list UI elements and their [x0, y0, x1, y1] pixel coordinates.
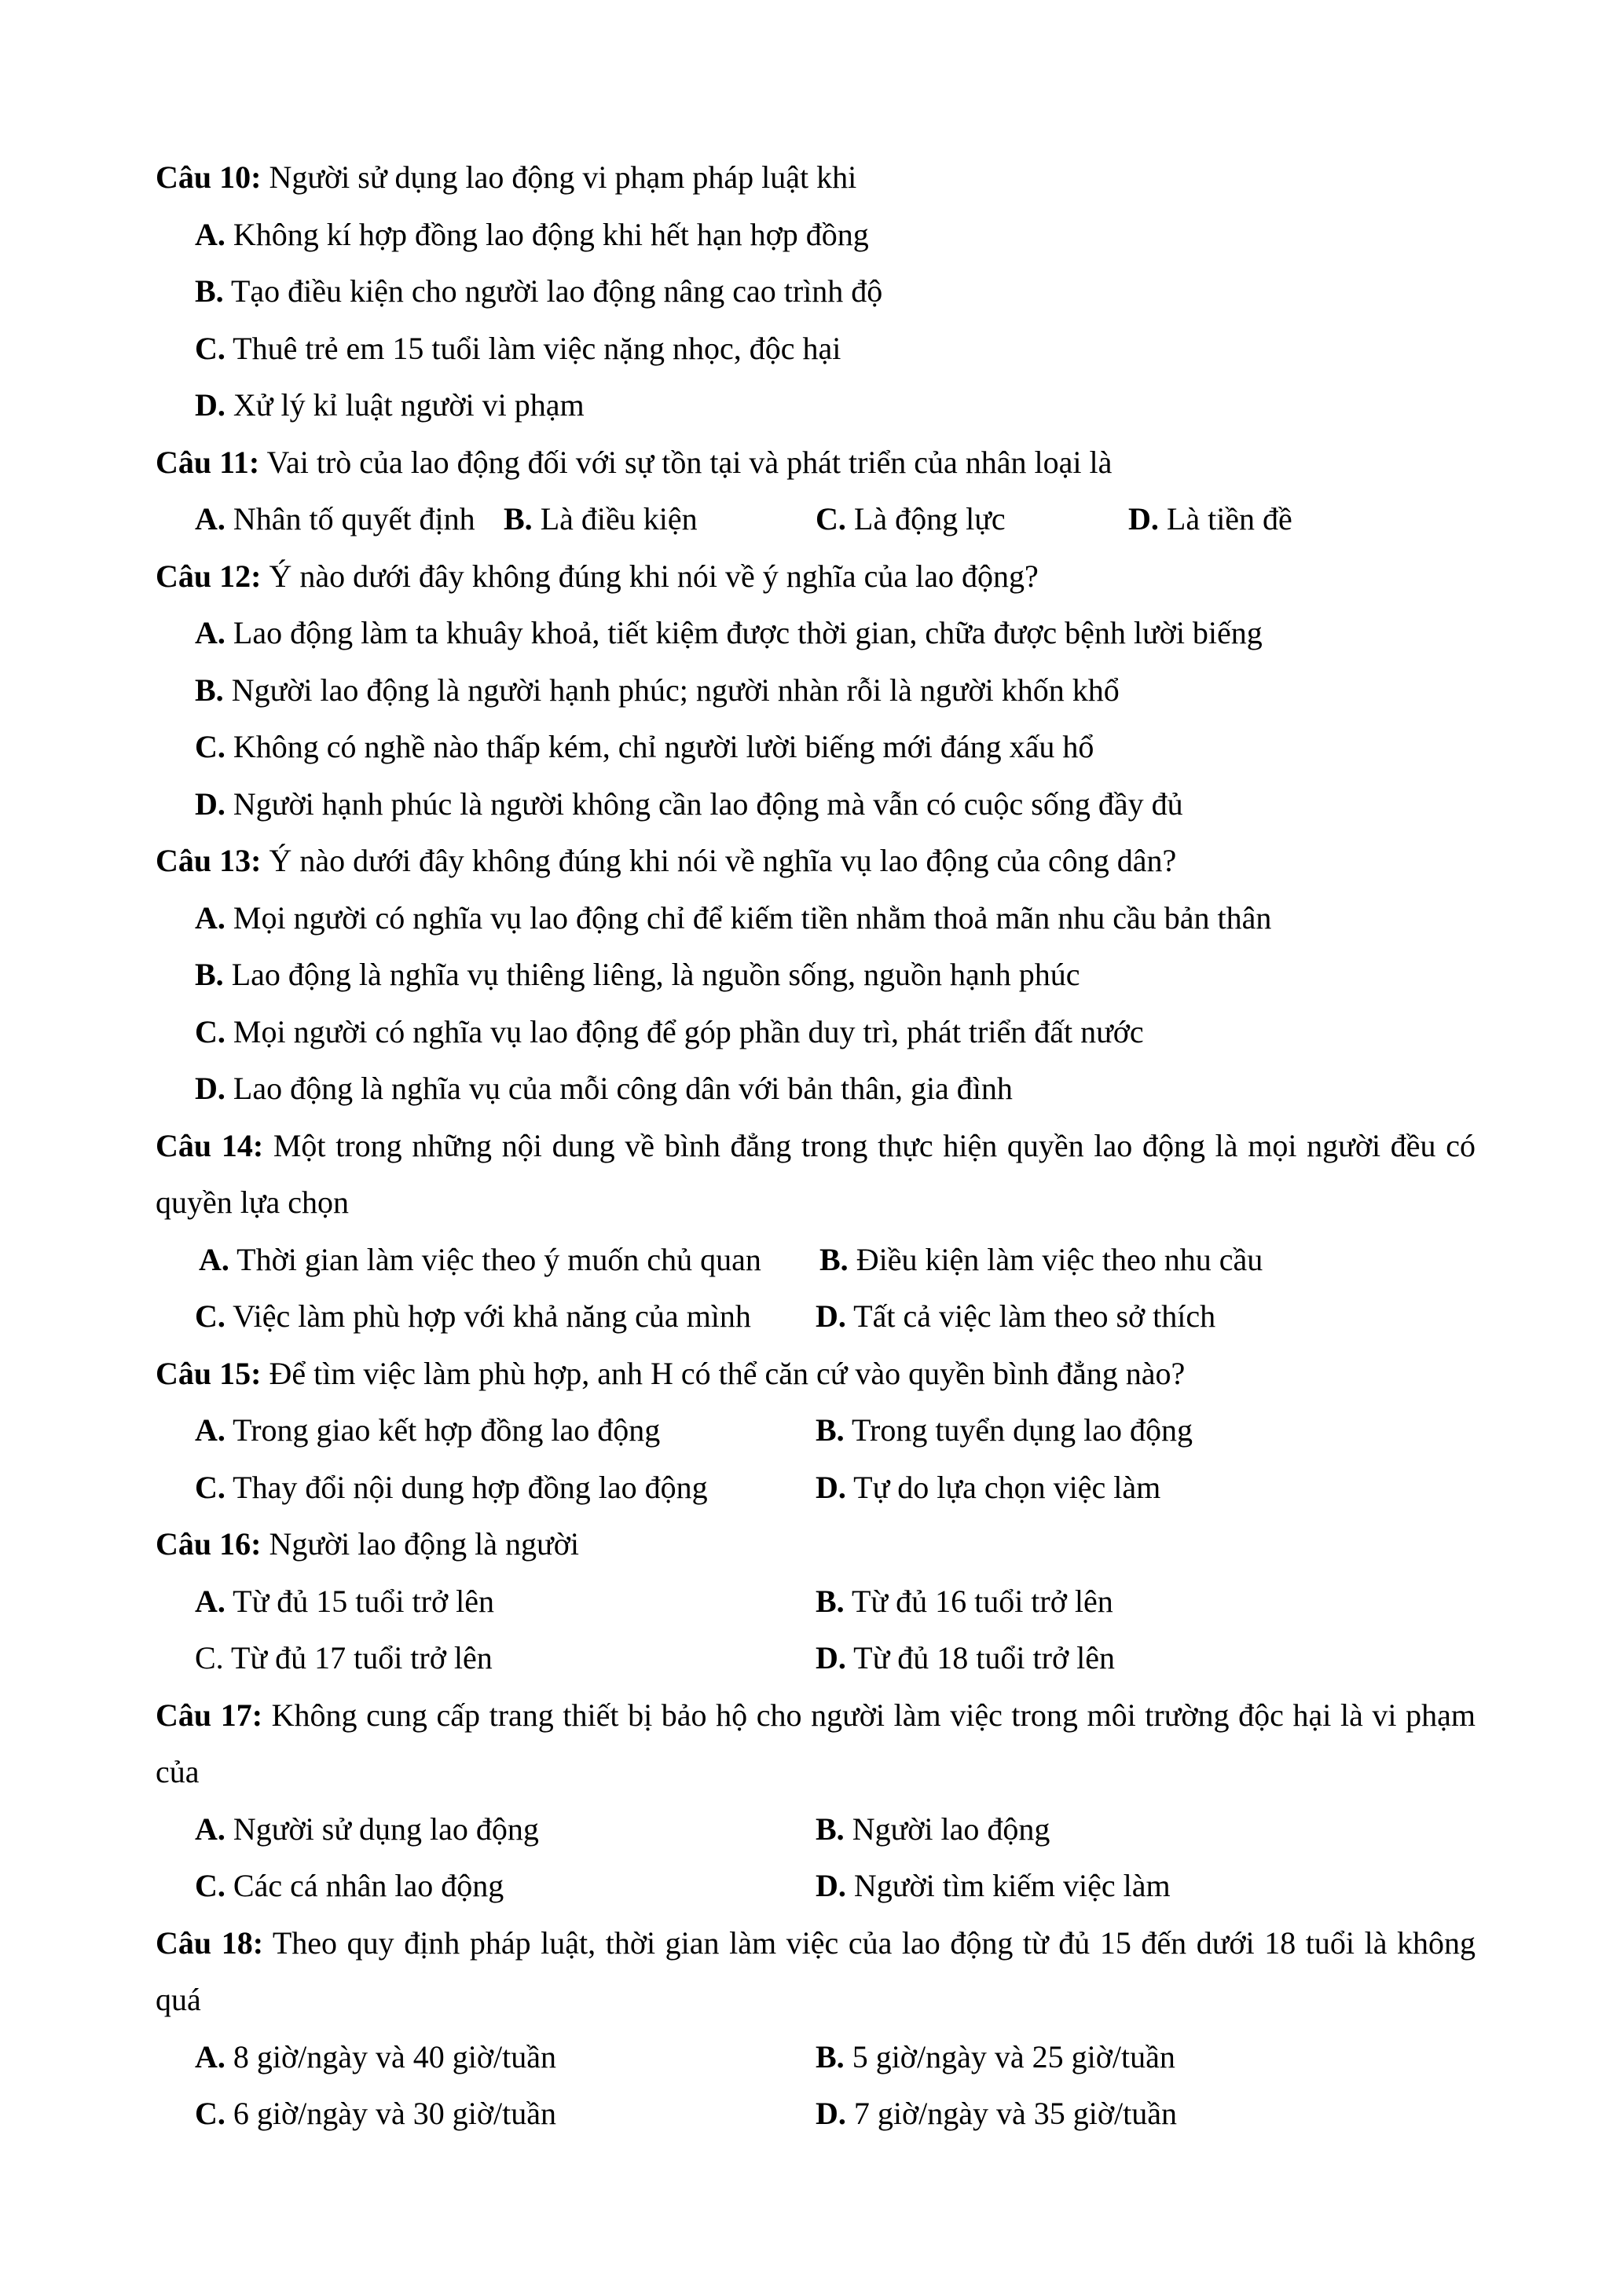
option-text: Lao động là nghĩa vụ thiêng liêng, là nguồn sống, nguồn hạnh phúc	[223, 957, 1080, 992]
option-text: Từ đủ 15 tuổi trở lên	[225, 1583, 494, 1619]
option-a	[195, 2029, 816, 2086]
option-text: 8 giờ/ngày và 40 giờ/tuần	[225, 2038, 557, 2074]
option-text: Là động lực	[845, 501, 1006, 536]
question-text: Để tìm việc làm phù hợp, anh H có thể căn cứ vào quyền bình đẳng nào?	[261, 1355, 1186, 1391]
question-15	[156, 1346, 1476, 1517]
option-text: Là tiền đề	[1158, 501, 1292, 536]
question-text: Ý nào dưới đây không đúng khi nói về nghĩa vụ lao động của công dân?	[261, 843, 1177, 878]
option-c	[195, 1459, 816, 1517]
option-text: Lao động là nghĩa vụ của mỗi công dân với bản thân, gia đình	[225, 1071, 1013, 1106]
answer-options	[156, 207, 1476, 434]
option-label: A.	[195, 899, 225, 936]
option-label: A.	[195, 216, 225, 252]
answer-options	[156, 1402, 1476, 1516]
option-label: B.	[504, 501, 533, 536]
question-label: Câu 17:	[156, 1697, 263, 1733]
option-label: A.	[195, 1583, 225, 1619]
question-stem	[156, 1516, 1476, 1573]
question-label: Câu 13:	[156, 843, 262, 878]
question-stem	[156, 434, 1476, 492]
question-list	[156, 149, 1476, 2143]
option-label: B.	[195, 957, 224, 992]
option-c	[195, 1630, 816, 1687]
option-text: Người hạnh phúc là người không cần lao động mà vẫn có cuộc sống đầy đủ	[225, 785, 1183, 822]
question-stem	[156, 548, 1476, 606]
question-text: Một trong những nội dung về bình đẳng trong thực hiện quyền lao động là mọi người đều có quyền lựa chọn	[156, 1127, 1476, 1220]
options-row	[156, 1858, 1476, 1915]
question-stem	[156, 1346, 1476, 1403]
option-label: B.	[816, 1811, 845, 1847]
option-a	[195, 605, 1263, 662]
option-a	[195, 1573, 816, 1631]
option-label: D.	[195, 785, 225, 822]
option-text: 7 giờ/ngày và 35 giờ/tuần	[845, 2096, 1178, 2131]
option-label: C.	[195, 330, 225, 366]
option-label: A.	[195, 1811, 225, 1847]
question-stem	[156, 1915, 1476, 2029]
option-text: Người sử dụng lao động	[225, 1811, 539, 1847]
option-b	[816, 2029, 1175, 2086]
option-label: D.	[195, 1071, 225, 1106]
options-row	[156, 377, 1476, 434]
option-label: B.	[195, 273, 224, 309]
options-row	[156, 207, 1476, 264]
question-label: Câu 11:	[156, 444, 260, 480]
question-text: Người sử dụng lao động vi phạm pháp luật khi	[261, 159, 857, 195]
option-label: D.	[816, 1640, 846, 1675]
option-c	[195, 719, 1094, 776]
question-label: Câu 10:	[156, 159, 262, 195]
option-label: D.	[816, 1469, 846, 1505]
question-label: Câu 16:	[156, 1526, 262, 1562]
question-13	[156, 833, 1476, 1118]
option-label: A.	[199, 1241, 229, 1277]
question-text: Vai trò của lao động đối với sự tồn tại và phát triển của nhân loại là	[259, 444, 1113, 480]
option-text: Là điều kiện	[532, 501, 698, 536]
answer-options	[156, 1573, 1476, 1687]
question-text: Không cung cấp trang thiết bị bảo hộ cho người làm việc trong môi trường độc hại là vi phạm của	[156, 1697, 1476, 1789]
option-b	[816, 1801, 1050, 1858]
question-label: Câu 14:	[156, 1127, 264, 1163]
question-stem	[156, 1687, 1476, 1801]
option-text: Các cá nhân lao động	[225, 1868, 504, 1903]
option-text: Từ đủ 17 tuổi trở lên	[223, 1640, 493, 1675]
option-text: 5 giờ/ngày và 25 giờ/tuần	[844, 2038, 1175, 2074]
question-stem	[156, 1118, 1476, 1232]
answer-options	[156, 1801, 1476, 1915]
option-c	[195, 1858, 816, 1915]
options-row	[156, 1630, 1476, 1687]
option-a	[195, 1801, 816, 1858]
option-text: Không kí hợp đồng lao động khi hết hạn hợp đồng	[225, 216, 869, 252]
options-row	[156, 2029, 1476, 2086]
option-label: D.	[1128, 501, 1159, 536]
option-d	[816, 1630, 1115, 1687]
option-label: B.	[816, 1583, 845, 1619]
option-text: Mọi người có nghĩa vụ lao động chỉ để kiếm tiền nhằm thoả mãn nhu cầu bản thân	[225, 899, 1272, 936]
question-stem	[156, 833, 1476, 890]
question-17	[156, 1687, 1476, 1915]
option-text: Từ đủ 18 tuổi trở lên	[845, 1640, 1115, 1675]
options-row	[156, 1060, 1476, 1118]
question-text: Người lao động là người	[261, 1526, 579, 1562]
options-row	[156, 1801, 1476, 1858]
option-text: Mọi người có nghĩa vụ lao động để góp phần duy trì, phát triển đất nước	[225, 1013, 1144, 1049]
option-d	[1128, 491, 1292, 548]
question-14	[156, 1118, 1476, 1346]
option-a	[195, 491, 504, 548]
options-row	[156, 776, 1476, 833]
option-a	[195, 1402, 816, 1459]
option-d	[816, 1459, 1160, 1517]
options-row	[156, 1288, 1476, 1346]
option-label: D.	[816, 2096, 846, 2131]
option-d	[195, 776, 1183, 833]
option-text: Tạo điều kiện cho người lao động nâng cao trình độ	[223, 273, 883, 309]
option-d	[816, 1288, 1215, 1346]
option-label: C.	[195, 1298, 225, 1334]
option-label: C.	[195, 1640, 224, 1675]
option-b	[195, 947, 1080, 1004]
option-text: Tự do lựa chọn việc làm	[845, 1469, 1161, 1505]
answer-options	[156, 2029, 1476, 2143]
option-label: A.	[195, 1412, 225, 1448]
option-b	[504, 491, 816, 548]
option-label: B.	[819, 1241, 849, 1277]
option-text: Việc làm phù hợp với khả năng của mình	[225, 1298, 751, 1334]
option-label: C.	[195, 1013, 225, 1049]
options-row	[156, 1459, 1476, 1517]
question-11	[156, 434, 1476, 548]
option-text: Người lao động	[844, 1811, 1050, 1847]
option-b	[195, 662, 1120, 720]
question-18	[156, 1915, 1476, 2143]
option-text: Thuê trẻ em 15 tuổi làm việc nặng nhọc, độc hại	[225, 330, 841, 366]
options-row	[156, 719, 1476, 776]
option-text: Người tìm kiếm việc làm	[845, 1868, 1171, 1903]
option-d	[195, 1060, 1013, 1118]
answer-options	[156, 890, 1476, 1118]
option-a	[195, 890, 1271, 947]
question-label: Câu 18:	[156, 1924, 264, 1961]
option-c	[195, 320, 841, 378]
options-row	[156, 605, 1476, 662]
answer-options	[156, 1232, 1476, 1346]
options-row	[156, 890, 1476, 947]
option-label: A.	[195, 501, 225, 536]
options-row	[156, 1573, 1476, 1631]
option-text: Điều kiện làm việc theo nhu cầu	[848, 1241, 1263, 1277]
option-b	[816, 1402, 1193, 1459]
option-label: C.	[195, 1469, 225, 1505]
options-row	[156, 491, 1476, 548]
option-label: C.	[195, 729, 225, 764]
answer-options	[156, 491, 1476, 548]
option-text: Từ đủ 16 tuổi trở lên	[844, 1583, 1113, 1619]
option-text: Nhân tố quyết định	[225, 501, 475, 536]
option-label: C.	[195, 1868, 225, 1903]
option-label: C.	[195, 2096, 225, 2131]
option-text: Tất cả việc làm theo sở thích	[845, 1298, 1216, 1334]
option-text: Xử lý kỉ luật người vi phạm	[225, 387, 585, 423]
option-c	[816, 491, 1128, 548]
options-row	[156, 662, 1476, 720]
options-row	[156, 1232, 1476, 1289]
question-label: Câu 15:	[156, 1355, 262, 1391]
option-label: B.	[195, 672, 224, 708]
answer-options	[156, 605, 1476, 833]
option-text: 6 giờ/ngày và 30 giờ/tuần	[225, 2096, 557, 2131]
options-row	[156, 263, 1476, 320]
question-text: Theo quy định pháp luật, thời gian làm việc của lao động từ đủ 15 đến dưới 18 tuổi là không quá	[156, 1924, 1476, 2017]
option-label: B.	[816, 1412, 845, 1448]
option-label: D.	[195, 387, 225, 423]
question-16	[156, 1516, 1476, 1687]
question-stem	[156, 149, 1476, 207]
option-text: Thay đổi nội dung hợp đồng lao động	[225, 1469, 708, 1505]
options-row	[156, 1004, 1476, 1061]
question-10	[156, 149, 1476, 434]
options-row	[156, 320, 1476, 378]
option-c	[195, 2085, 816, 2143]
option-label: D.	[816, 1868, 846, 1903]
option-text: Người lao động là người hạnh phúc; người nhàn rỗi là người khốn khổ	[223, 672, 1120, 708]
option-label: B.	[816, 2038, 845, 2074]
options-row	[156, 2085, 1476, 2143]
option-d	[816, 2085, 1177, 2143]
option-label: A.	[195, 2038, 225, 2074]
options-row	[156, 947, 1476, 1004]
option-label: D.	[816, 1298, 846, 1334]
option-c	[195, 1004, 1144, 1061]
option-text: Trong giao kết hợp đồng lao động	[225, 1412, 661, 1448]
option-text: Thời gian làm việc theo ý muốn chủ quan	[229, 1241, 761, 1277]
option-b	[195, 263, 882, 320]
question-label: Câu 12:	[156, 558, 262, 594]
option-text: Lao động làm ta khuây khoả, tiết kiệm được thời gian, chữa được bệnh lười biếng	[225, 615, 1263, 650]
option-d	[816, 1858, 1171, 1915]
question-text: Ý nào dưới đây không đúng khi nói về ý nghĩa của lao động?	[261, 558, 1039, 594]
option-d	[195, 377, 585, 434]
option-b	[816, 1573, 1113, 1631]
option-c	[195, 1288, 816, 1346]
option-text: Không có nghề nào thấp kém, chỉ người lười biếng mới đáng xấu hổ	[225, 729, 1094, 764]
option-a	[195, 207, 869, 264]
option-a	[199, 1232, 819, 1289]
options-row	[156, 1402, 1476, 1459]
option-label: A.	[195, 615, 225, 650]
option-label: C.	[816, 501, 846, 536]
option-text: Trong tuyển dụng lao động	[844, 1412, 1193, 1448]
question-12	[156, 548, 1476, 833]
option-b	[819, 1232, 1263, 1289]
